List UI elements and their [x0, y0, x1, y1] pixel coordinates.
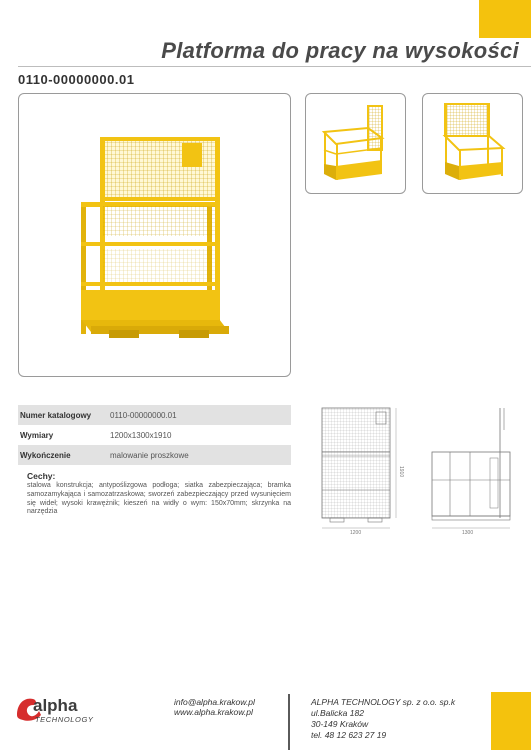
alpha-logo-icon — [15, 689, 103, 725]
corner-accent-bottom — [491, 692, 531, 750]
footer-divider — [288, 694, 290, 750]
street-address: ul.Balicka 182 — [311, 708, 364, 718]
technical-drawing-side — [424, 400, 524, 536]
platform-front-illustration — [19, 94, 290, 376]
spec-row-dimensions — [18, 425, 291, 445]
front-width-dimension: 1200 — [350, 530, 362, 536]
spec-row-catalog — [18, 405, 291, 425]
logo-word: alpha — [33, 696, 78, 715]
phone-number: tel. 48 12 623 27 19 — [311, 730, 387, 740]
page-title: Platforma do pracy na wysokości — [161, 38, 519, 63]
main-product-photo[interactable] — [18, 93, 291, 377]
company-name: ALPHA TECHNOLOGY sp. z o.o. sp.k — [311, 697, 456, 707]
footer-address — [311, 697, 455, 741]
platform-angle-illustration — [306, 94, 405, 193]
features-title: Cechy: — [27, 471, 56, 481]
spec-value: malowanie proszkowe — [108, 445, 291, 465]
email-link[interactable]: info@alpha.krakow.pl — [174, 697, 255, 707]
spec-label: Numer katalogowy — [18, 405, 108, 425]
height-dimension: 1910 — [398, 466, 404, 478]
website-link[interactable]: www.alpha.krakow.pl — [174, 707, 253, 717]
side-width-dimension: 1300 — [462, 530, 474, 536]
spec-label: Wykończenie — [18, 445, 108, 465]
technical-drawing-front — [316, 400, 406, 536]
title-divider — [18, 66, 531, 67]
spec-value: 1200x1300x1910 — [110, 430, 172, 440]
city-address: 30-149 Kraków — [311, 719, 369, 729]
logo-subtitle: TECHNOLOGY — [35, 715, 94, 724]
product-thumbnail-1[interactable] — [305, 93, 406, 194]
spec-table — [18, 405, 291, 465]
product-thumbnail-2[interactable] — [422, 93, 523, 194]
company-logo — [15, 689, 103, 725]
product-code: 0110-00000000.01 — [18, 72, 135, 87]
spec-row-finish — [18, 445, 291, 465]
footer-contact — [174, 697, 255, 717]
corner-accent-top — [479, 0, 531, 38]
platform-side-illustration — [423, 94, 522, 193]
features-text: stalowa konstrukcja; antypoślizgowa podłoga; siatka zabezpieczająca; bramka samozamykająca i samozatrzaskowa; sworzeń zabezpieczający przed wysunięciem się wideł; wysoki krawężnik; kieszeń na widły o wym: 150x70mm; skrzynka na narzędzia — [27, 482, 291, 516]
spec-label: Wymiary — [20, 430, 54, 440]
spec-value: 0110-00000000.01 — [108, 405, 291, 425]
front-view-drawing — [316, 400, 406, 536]
side-view-drawing — [424, 400, 524, 536]
features-section — [27, 471, 291, 517]
